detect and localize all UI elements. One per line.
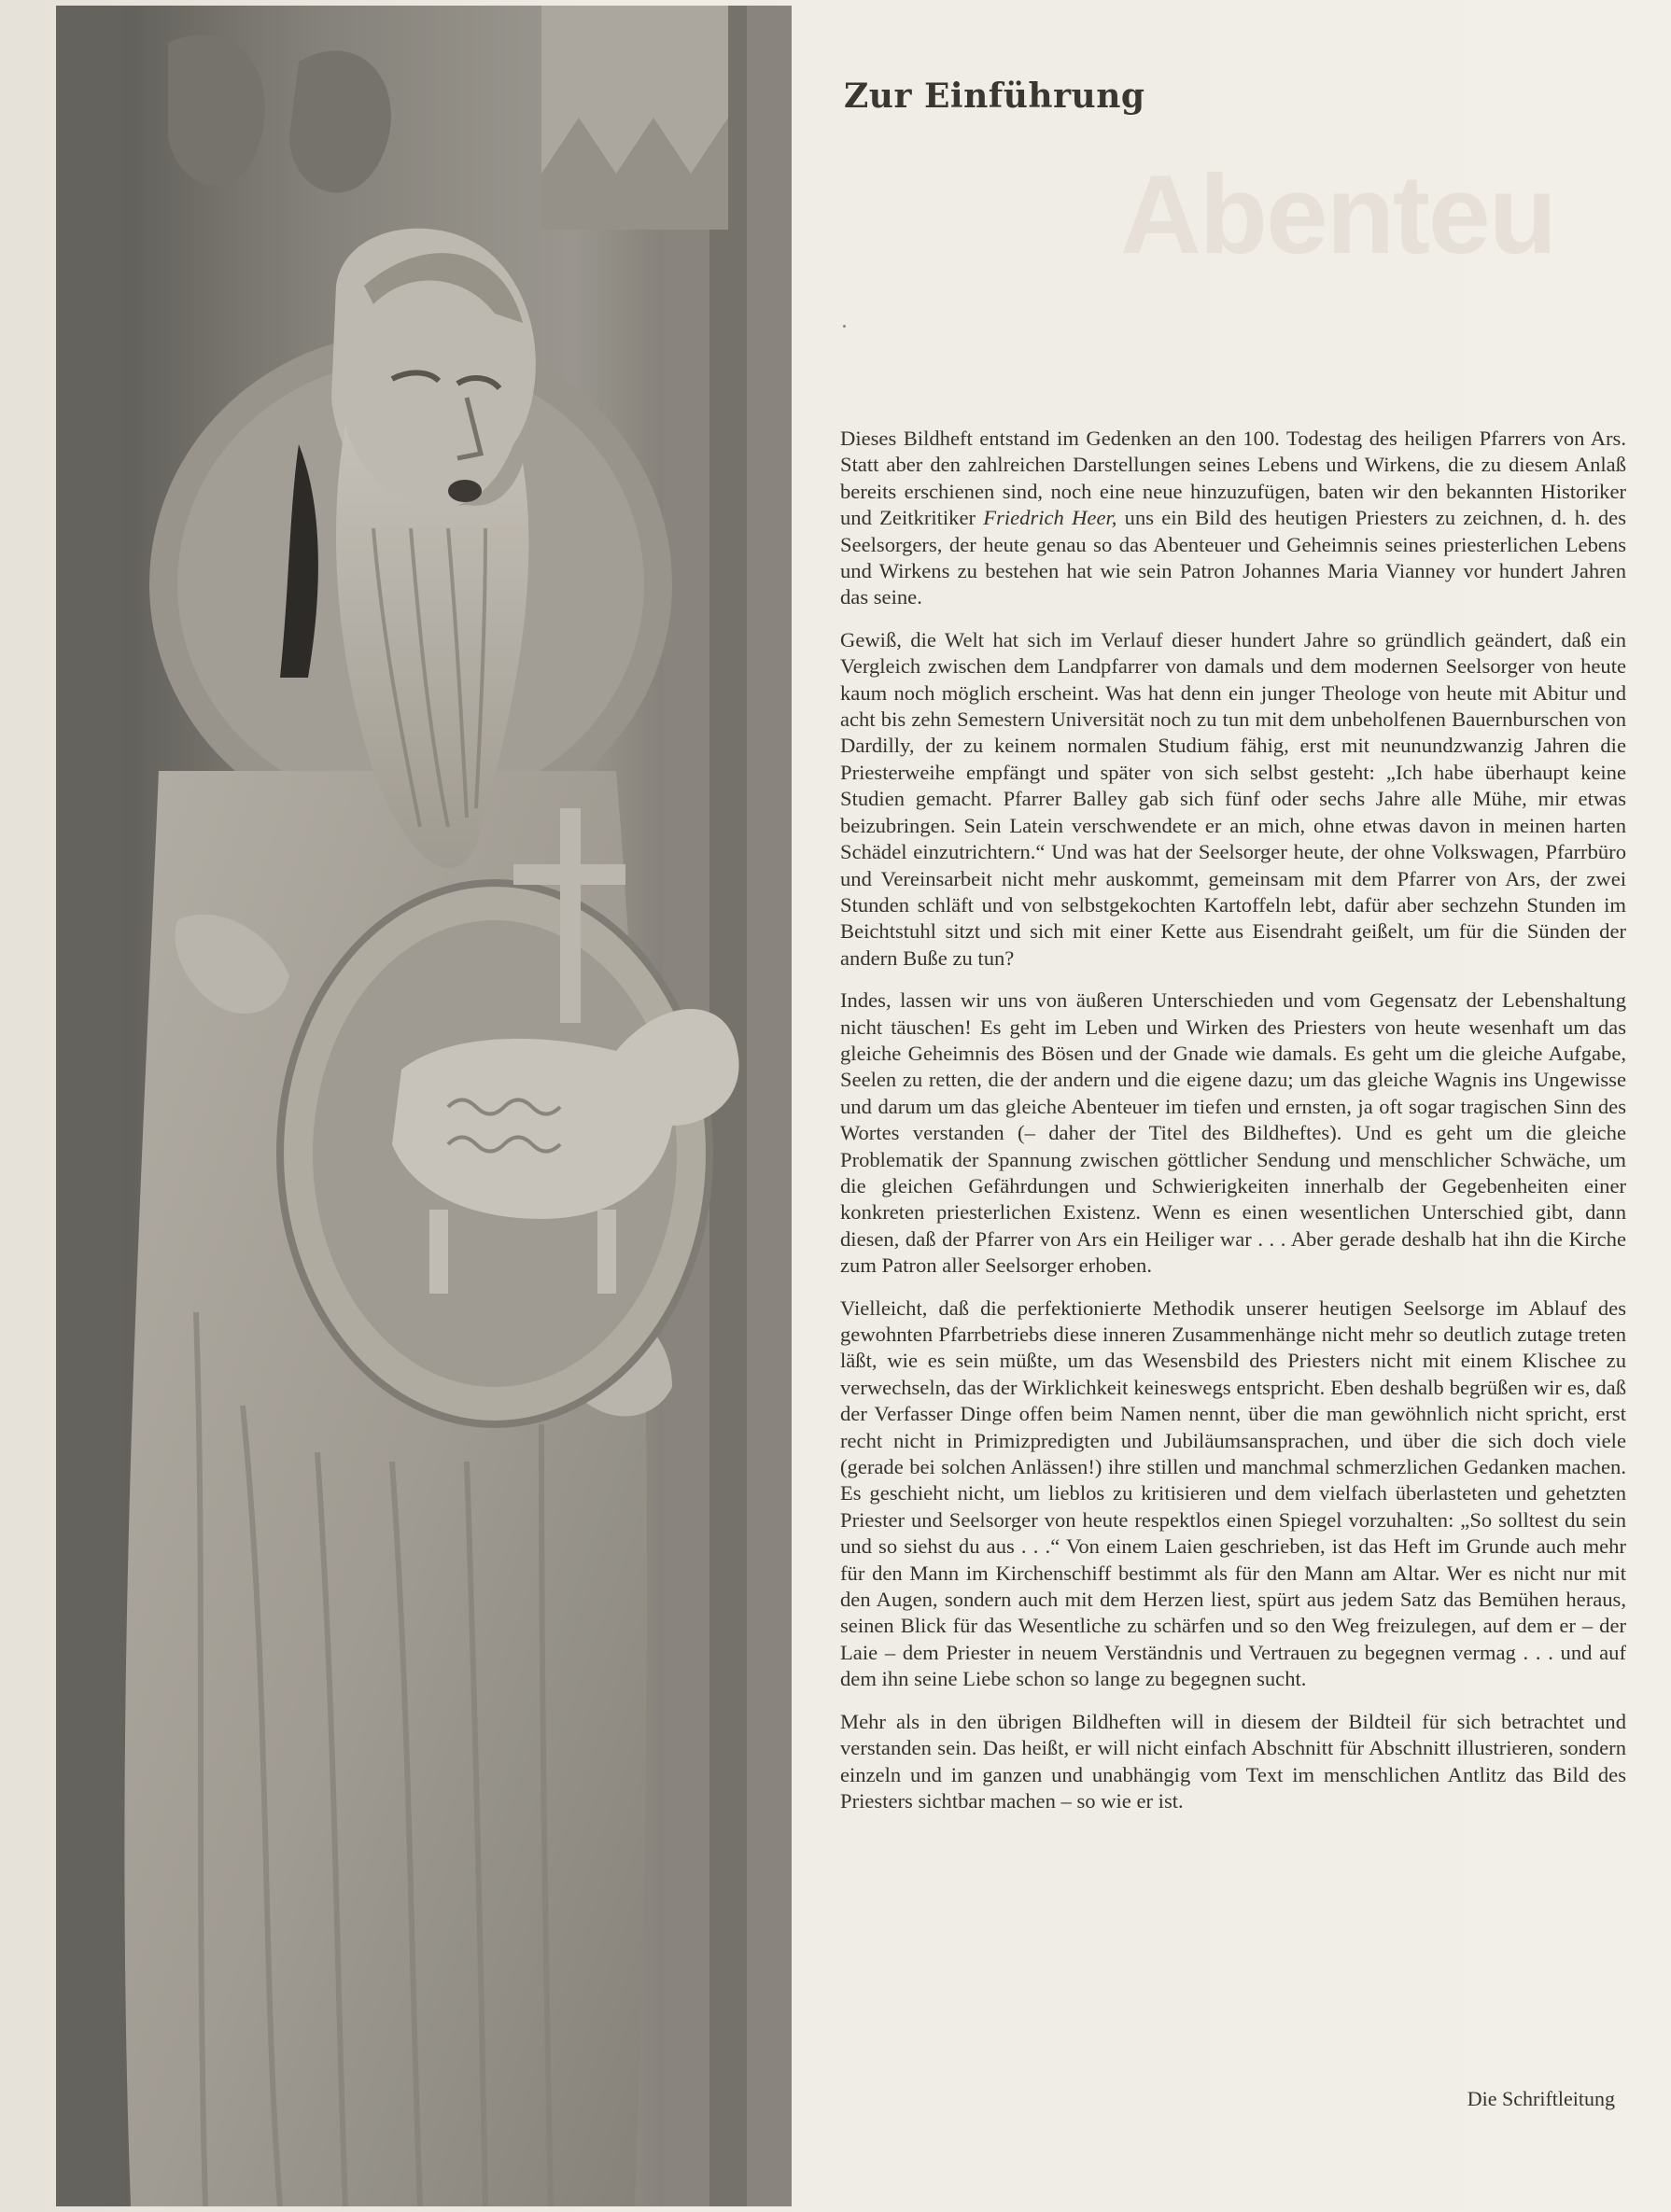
paragraph-4: Vielleicht, daß die perfektionierte Methodik unserer heutigen Seelsorge im Ablauf des gewohnten Pfarrbetriebs diese inneren Zusammenhänge nicht mehr so deutlich zutage treten läßt, wie es sein müßte, um das Wesensbild des Priesters nicht mit einem Klischee zu verwechseln, das der Wirklichkeit keineswegs entspricht. Eben deshalb begrüßen wir es, daß der Verfasser Dinge offen beim Namen nennt, über die man gewöhnlich nicht spricht, erst recht nicht in Primizpredigten und Jubiläumsansprachen, und über die sich doch viele (gerade bei solchen Anlässen!) ihre stillen und manchmal schmerzlichen Gedanken machen. Es geschieht nicht, um lieblos zu kritisieren und dem vielfach überlasteten und gehetzten Priester und Seelsorger von heute respektlos einen Spiegel vorzuhalten: „So solltest du sein und so siehst du aus . . .“ Von einem Laien geschrieben, ist das Heft im Grunde auch mehr für den Mann im Kirchenschiff bestimmt als für den Mann am Altar. Wer es nicht nur mit den Augen, sondern auch mit dem Herzen liest, spürt aus jedem Satz das Bemühen heraus, seinen Blick für das Wesentliche zu schärfen und so den Weg freizulegen, auf dem er – der Laie – dem Priester in neuem Verständnis und Vertrauen zu begegnen vermag . . . und auf dem ihn seine Liebe schon so lange zu begegnen sucht. (840, 1295, 1626, 1691)
paragraph-5: Mehr als in den übrigen Bildheften will in diesem der Bildteil für sich betrachtet und verstanden sein. Das heißt, er will nicht einfach Abschnitt für Abschnitt illustrieren, sondern einzeln und im ganzen und unabhängig vom Text im menschlichen Antlitz das Bild des Priesters sichtbar machen – so wie er ist. (840, 1709, 1626, 1813)
author-name: Friedrich Heer, (983, 506, 1117, 530)
saint-statue-image (56, 6, 792, 2206)
paragraph-2: Gewiß, die Welt hat sich im Verlauf dieser hundert Jahre so gründlich geändert, daß ein Vergleich zwischen dem Landpfarrer von damals und dem modernen Seelsorger von heute kaum noch möglich erscheint. Was hat denn ein junger Theologe von heute mit Abitur und acht bis zehn Semestern Universität noch zu tun mit dem unbeholfenen Bauernburschen von Dardilly, der zu keinem normalen Studium fähig, erst mit neunundzwanzig Jahren die Priesterweihe empfängt und später von sich selbst gesteht: „Ich habe überhaupt keine Studien gemacht. Pfarrer Balley gab sich fünf oder sechs Jahre alle Mühe, mir etwas beizubringen. Sein Latein verschwendete er an mich, ohne etwas davon in meinen harten Schädel einzutrichtern.“ Und was hat der Seelsorger heute, der ohne Volkswagen, Pfarrbüro und Vereinsarbeit nicht mehr auskommt, gemeinsam mit dem Pfarrer von Ars, der zwei Stunden schläft und von selbstgekochten Kartoffeln lebt, dafür aber sechzehn Stunden im Beichtstuhl sitzt und sich mit einer Kette aus Eisendraht geißelt, um für die Sünden der andern Buße zu tun? (840, 627, 1626, 970)
paragraph-1: Dieses Bildheft entstand im Gedenken an den 100. Todestag des heiligen Pfarrers von Ars. Statt aber den zahlreichen Darstellungen seines Lebens und Wirkens, die zu diesem Anlaß bereits erschienen sind, noch eine neue hinzuzufügen, baten wir den bekannten Historiker und Zeitkritiker Friedrich Heer, uns ein Bild des heutigen Priesters zu zeichnen, d. h. des Seelsorgers, der heute genau so das Abenteuer und Geheimnis seines priesterlichen Lebens und Wirkens zu bestehen hat wie sein Patron Johannes Maria Vianney vor hundert Jahren das seine. (840, 427, 1626, 609)
page-title: Zur Einführung (844, 77, 1145, 116)
sculpture-photo (56, 6, 792, 2206)
printing-speck (843, 325, 846, 328)
paragraph-3: Indes, lassen wir uns von äußeren Unterschieden und vom Gegensatz der Lebenshaltung nicht täuschen! Es geht im Leben und Wirken des Priesters von heute wesenhaft um das gleiche Geheimnis des Bösen und der Gnade wie damals. Es geht um die gleiche Aufgabe, Seelen zu retten, die der andern und die eigene dazu; um das gleiche Wagnis ins Ungewisse und darum um das gleiche Abenteuer im tiefen und ernsten, ja oft sogar tragischen Sinn des Wortes verstanden (– daher der Titel des Bildheftes). Und es geht um die gleiche Problematik der Spannung zwischen göttlicher Sendung und menschlicher Schwäche, um die gleichen Gefährdungen und Schwierigkeiten innerhalb der Gegebenheiten einer konkreten priesterlichen Existenz. Wenn es einen wesentlichen Unterschied gibt, dann diesen, daß der Pfarrer von Ars ein Heiliger war . . . Aber gerade deshalb hat ihn die Kirche zum Patron aller Seelsorger erhoben. (840, 988, 1626, 1278)
introduction-text (840, 426, 1626, 1830)
show-through-text: Abenteu (1120, 152, 1555, 277)
signature: Die Schriftleitung (1467, 2087, 1615, 2110)
